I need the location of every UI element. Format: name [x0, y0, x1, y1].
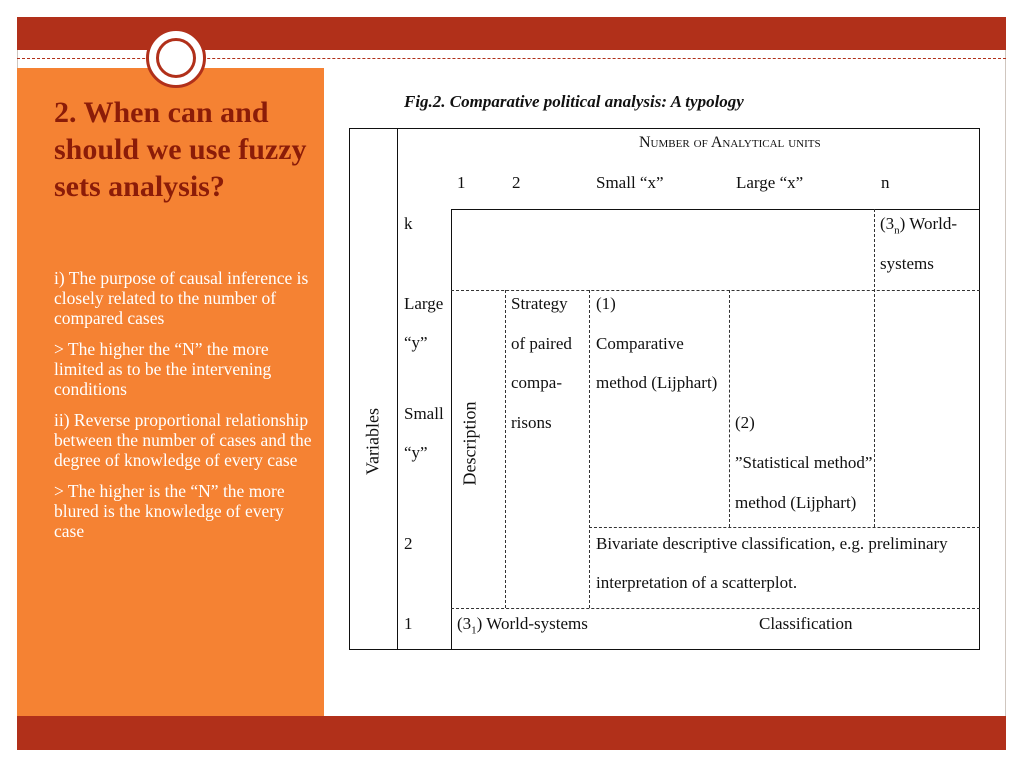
column-label: Large “x”	[736, 173, 804, 192]
row-label: “y”	[404, 333, 428, 352]
cell-bivariate: Bivariate descriptive classification, e.g. preliminary	[596, 534, 948, 553]
decorative-ring-icon	[146, 28, 206, 88]
cell-comparative: method (Lijphart)	[596, 373, 718, 392]
axis-variables: Variables	[362, 408, 383, 475]
axis-description: Description	[459, 401, 480, 486]
slide-title: 2. When can and should we use fuzzy sets analysis?	[54, 96, 307, 203]
row-label: 1	[404, 614, 413, 633]
column-label: Small “x”	[596, 173, 664, 192]
row-label: 2	[404, 534, 413, 553]
cell-statistical: (2)	[735, 413, 755, 432]
row-label: Small	[404, 404, 444, 423]
cell-paired: compa-	[511, 373, 562, 392]
header-number-of-units: Number of Analytical units	[639, 134, 821, 151]
bottom-accent-bar	[17, 716, 1006, 750]
row-label: Large	[404, 294, 444, 313]
typology-figure	[349, 128, 980, 650]
cell-bivariate: interpretation of a scatterplot.	[596, 573, 798, 592]
row-label: k	[404, 214, 413, 233]
bullet-item: ii) Reverse proportional relationship between the number of cases and the degree of knowledge of every case	[54, 410, 312, 470]
cell-statistical: method (Lijphart)	[735, 493, 857, 512]
cell-paired: risons	[511, 413, 552, 432]
column-label: 1	[457, 173, 466, 192]
cell-comparative: (1)	[596, 294, 616, 313]
bullet-item: i) The purpose of causal inference is closely related to the number of compared cases	[54, 268, 309, 328]
cell-world-systems-n-2: systems	[880, 254, 934, 273]
cell-comparative: Comparative	[596, 334, 684, 353]
figure-caption: Fig.2. Comparative political analysis: A typology	[404, 92, 744, 111]
cell-statistical: ”Statistical method”	[735, 453, 873, 472]
cell-classification: Classification	[759, 614, 853, 633]
cell-world-systems-n: $(3_n)$ World-	[880, 214, 958, 237]
cell-paired: Strategy	[511, 294, 568, 313]
row-label: “y”	[404, 443, 428, 462]
bullet-item: > The higher the “N” the more limited as to be the intervening conditions	[54, 339, 272, 399]
cell-world-systems-1: $(3_1)$ World-systems	[457, 614, 588, 637]
bullet-item: > The higher is the “N” the more blured is the knowledge of every case	[54, 481, 285, 541]
column-label: 2	[512, 173, 521, 192]
column-label: n	[881, 173, 890, 192]
bullet-list	[54, 268, 314, 552]
cell-paired: of paired	[511, 334, 572, 353]
